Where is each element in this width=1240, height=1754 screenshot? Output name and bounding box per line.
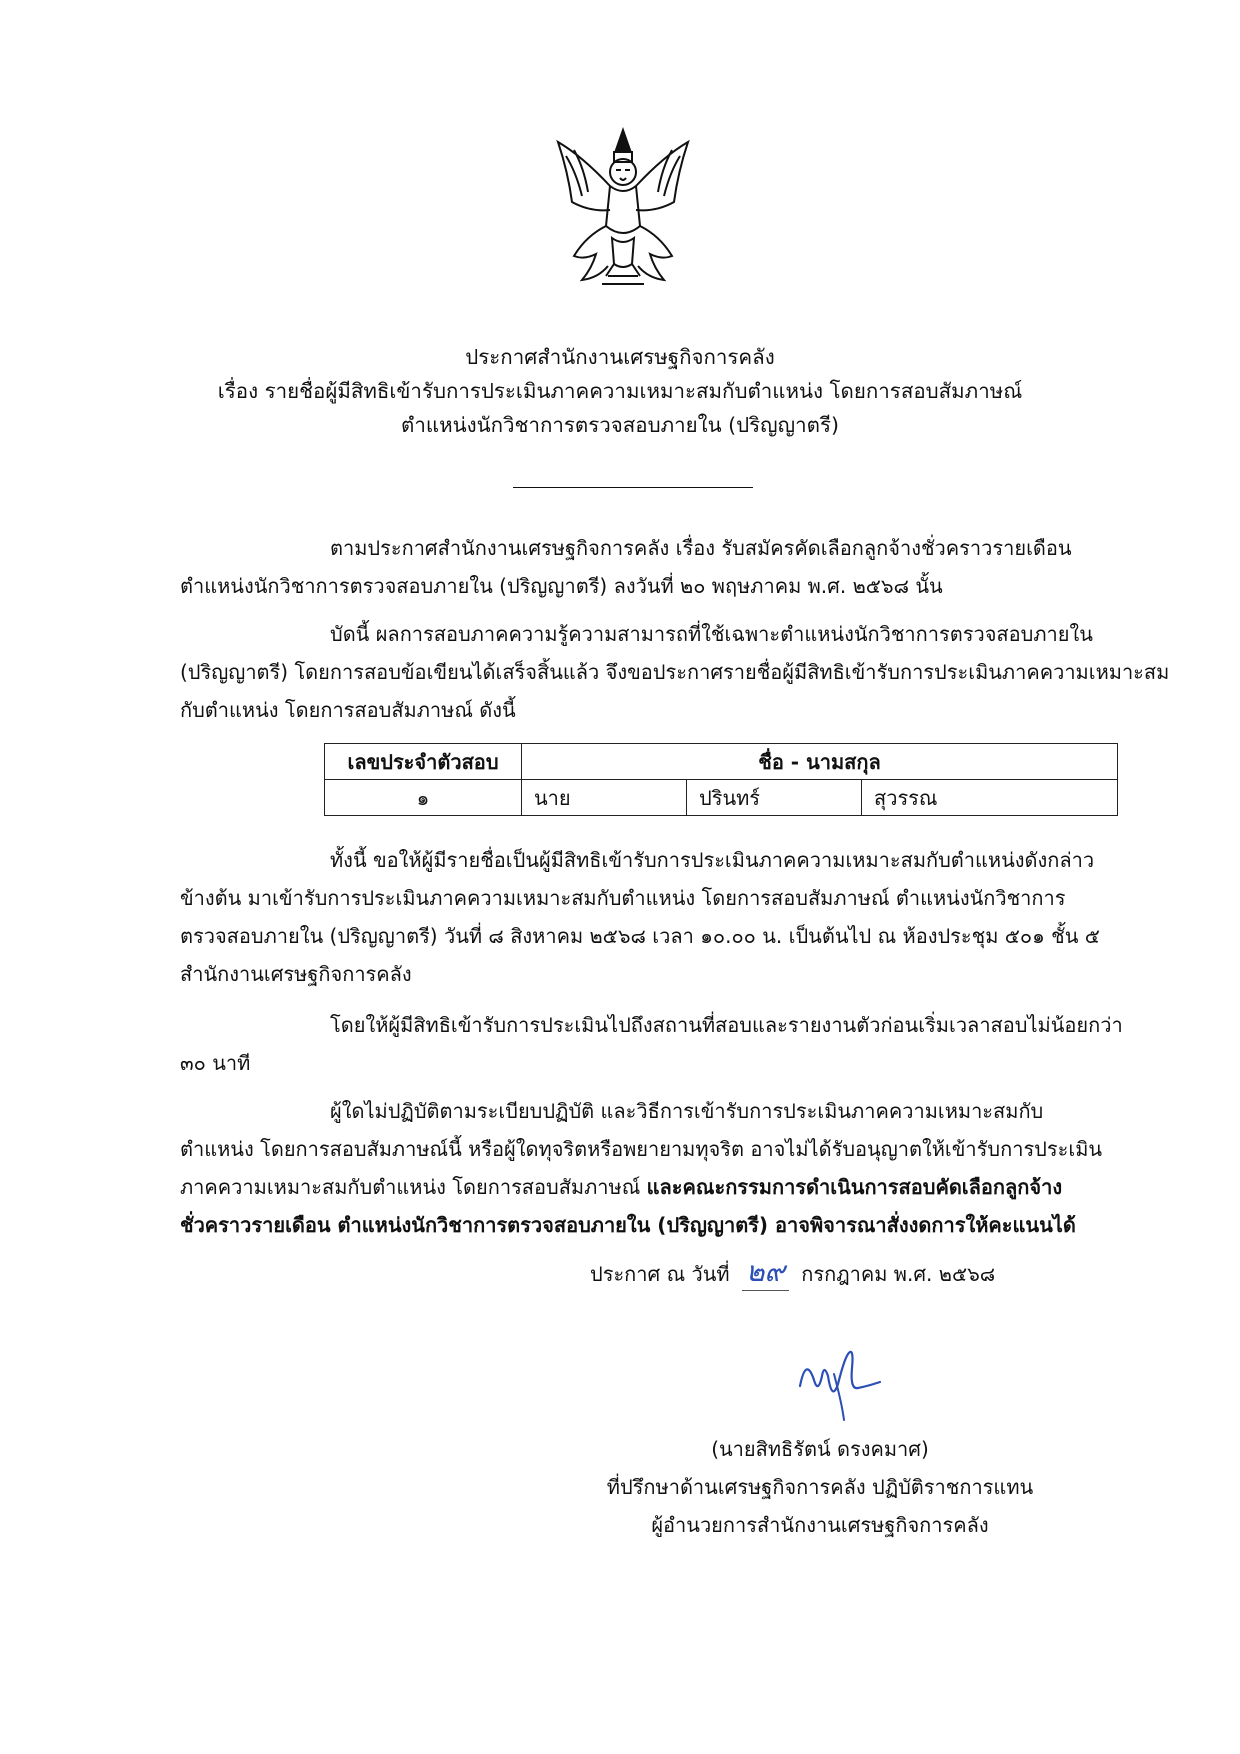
arrival-line-2: ๓๐ นาที xyxy=(180,1051,251,1075)
date-prefix: ประกาศ ณ วันที่ xyxy=(590,1262,730,1286)
result-line-2: (ปริญญาตรี) โดยการสอบข้อเขียนได้เสร็จสิ้นแล้ว จึงขอประกาศรายชื่อผู้มีสิทธิเข้ารับการประเมินภาคความเหมาะสม xyxy=(180,660,1170,684)
announcement-date xyxy=(590,1254,1110,1292)
cell-last-name: สุวรรณ xyxy=(862,780,1118,816)
heading-line-1: ประกาศสำนักงานเศรษฐกิจการคลัง xyxy=(465,345,775,369)
rules-line-3-normal: ภาคความเหมาะสมกับตำแหน่ง โดยการสอบสัมภาษณ์ xyxy=(180,1175,647,1199)
candidate-table xyxy=(324,743,1118,816)
schedule-paragraph xyxy=(180,841,1130,993)
rules-line-2: ตำแหน่ง โดยการสอบสัมภาษณ์นี้ หรือผู้ใดทุจริตหรือพยายามทุจริต อาจไม่ได้รับอนุญาตให้เข้ารับการประเมิน xyxy=(180,1137,1103,1161)
schedule-line-1: ทั้งนี้ ขอให้ผู้มีรายชื่อเป็นผู้มีสิทธิเข้ารับการประเมินภาคความเหมาะสมกับตำแหน่งดังกล่าว xyxy=(330,848,1095,872)
signatory-title-2: ผู้อำนวยการสำนักงานเศรษฐกิจการคลัง xyxy=(651,1513,989,1537)
intro-line-2: ตำแหน่งนักวิชาการตรวจสอบภายใน (ปริญญาตรี) ลงวันที่ ๒๐ พฤษภาคม พ.ศ. ๒๕๖๘ นั้น xyxy=(180,574,943,598)
table-row xyxy=(325,780,1118,816)
header-exam-number: เลขประจำตัวสอบ xyxy=(325,744,522,780)
date-day-handwritten: ๒๙ xyxy=(742,1254,789,1291)
rules-paragraph xyxy=(180,1092,1130,1244)
garuda-emblem-icon xyxy=(548,126,698,292)
date-suffix: กรกฎาคม พ.ศ. ๒๕๖๘ xyxy=(801,1262,996,1286)
header-full-name: ชื่อ - นามสกุล xyxy=(522,744,1118,780)
intro-paragraph xyxy=(180,529,1130,605)
schedule-line-3: ตรวจสอบภายใน (ปริญญาตรี) วันที่ ๘ สิงหาคม ๒๕๖๘ เวลา ๑๐.๐๐ น. เป็นต้นไป ณ ห้องประชุม ๕๐๑ ชั้น ๕ xyxy=(180,924,1100,948)
cell-exam-number: ๑ xyxy=(325,780,522,816)
cell-first-name: ปรินทร์ xyxy=(687,780,862,816)
signatory-block xyxy=(560,1430,1080,1544)
result-line-3: กับตำแหน่ง โดยการสอบสัมภาษณ์ ดังนี้ xyxy=(180,698,516,722)
table-header-row xyxy=(325,744,1118,780)
signatory-title-1: ที่ปรึกษาด้านเศรษฐกิจการคลัง ปฏิบัติราชการแทน xyxy=(606,1475,1034,1499)
signatory-name: (นายสิทธิรัตน์ ดรงคมาศ) xyxy=(711,1437,929,1461)
signature-icon xyxy=(790,1346,910,1422)
arrival-paragraph xyxy=(180,1006,1130,1082)
rules-line-1: ผู้ใดไม่ปฏิบัติตามระเบียบปฏิบัติ และวิธีการเข้ารับการประเมินภาคความเหมาะสมกับ xyxy=(330,1099,1044,1123)
announcement-heading xyxy=(150,340,1090,442)
cell-prefix: นาย xyxy=(522,780,687,816)
result-line-1: บัดนี้ ผลการสอบภาคความรู้ความสามารถที่ใช้เฉพาะตำแหน่งนักวิชาการตรวจสอบภายใน xyxy=(330,622,1093,646)
rules-line-3-bold: และคณะกรรมการดำเนินการสอบคัดเลือกลูกจ้าง xyxy=(646,1175,1063,1199)
intro-line-1: ตามประกาศสำนักงานเศรษฐกิจการคลัง เรื่อง รับสมัครคัดเลือกลูกจ้างชั่วคราวรายเดือน xyxy=(330,536,1072,560)
heading-line-3: ตำแหน่งนักวิชาการตรวจสอบภายใน (ปริญญาตรี) xyxy=(401,413,839,437)
heading-divider xyxy=(513,487,753,488)
schedule-line-4: สำนักงานเศรษฐกิจการคลัง xyxy=(180,962,412,986)
rules-line-4: ชั่วคราวรายเดือน ตำแหน่งนักวิชาการตรวจสอบภายใน (ปริญญาตรี) อาจพิจารณาสั่งงดการให้คะแนนได้ xyxy=(180,1213,1076,1237)
result-paragraph xyxy=(180,615,1170,729)
arrival-line-1: โดยให้ผู้มีสิทธิเข้ารับการประเมินไปถึงสถานที่สอบและรายงานตัวก่อนเริ่มเวลาสอบไม่น้อยกว่า xyxy=(330,1013,1123,1037)
heading-line-2: เรื่อง รายชื่อผู้มีสิทธิเข้ารับการประเมินภาคความเหมาะสมกับตำแหน่ง โดยการสอบสัมภาษณ์ xyxy=(217,379,1023,403)
schedule-line-2: ข้างต้น มาเข้ารับการประเมินภาคความเหมาะสมกับตำแหน่ง โดยการสอบสัมภาษณ์ ตำแหน่งนักวิชาการ xyxy=(180,886,1066,910)
rules-line-3 xyxy=(180,1168,1130,1206)
